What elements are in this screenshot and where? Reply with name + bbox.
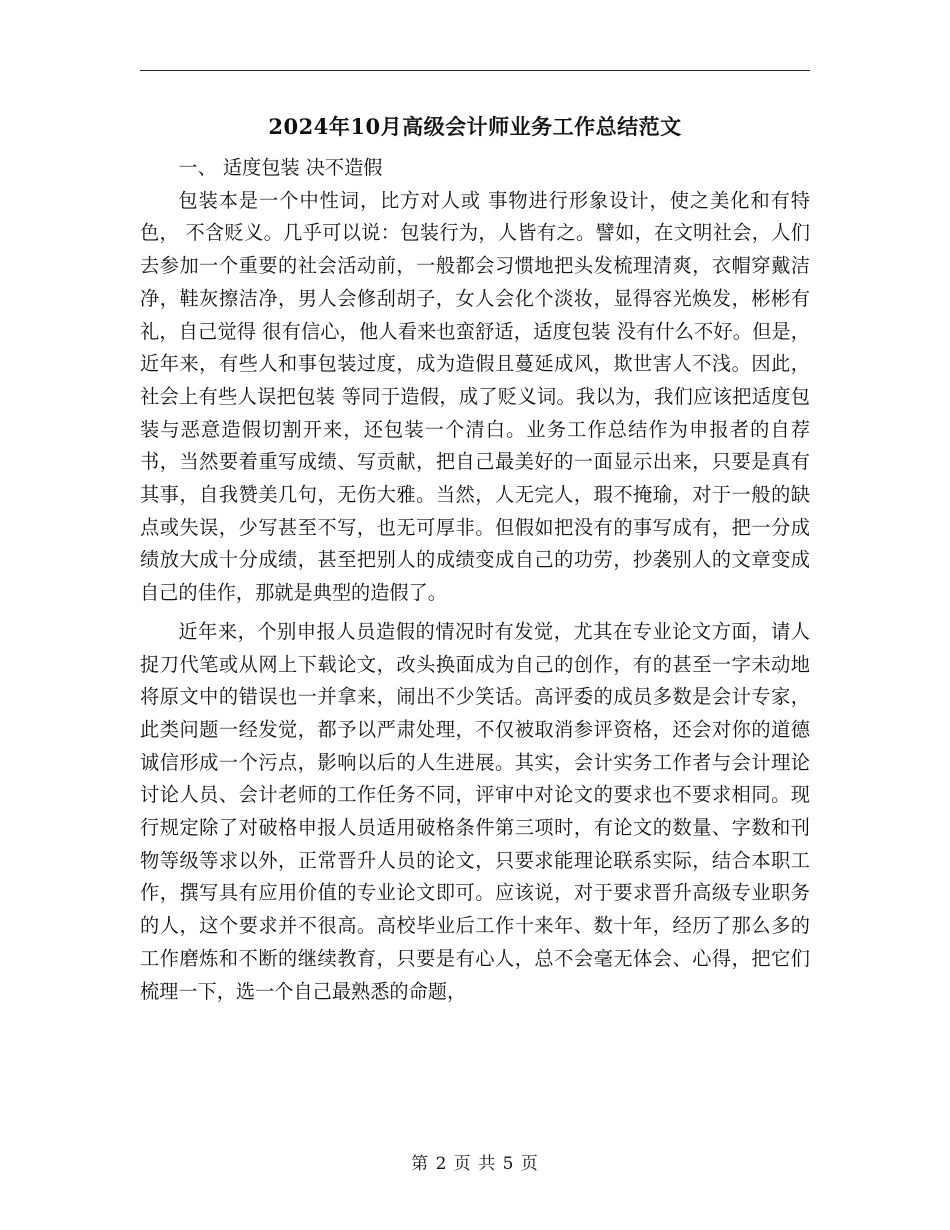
body-paragraph: 近年来，个别申报人员造假的情况时有发觉，尤其在专业论文方面，请人捉刀代笔或从网上下载论文，改头换面成为自己的创作，有的甚至一字未动地将原文中的错误也一并拿来，闹出不少笑话。高评委的成员多数是会计专家，此类问题一经发觉，都予以严肃处理，不仅被取消参评资格，还会对你的道德诚信形成一个污点，影响以后的人生进展。其实，会计实务工作者与会计理论讨论人员、会计老师的工作任务不同，评审中对论文的要求也不要求相同。现行规定除了对破格申报人员适用破格条件第三项时，有论文的数量、字数和刊物等级等求以外，正常晋升人员的论文，只要求能理论联系实际，结合本职工作，撰写具有应用价值的专业论文即可。应该说，对于要求晋升高级专业职务的人，这个要求并不很高。高校毕业后工作十来年、数十年，经历了那么多的工作磨炼和不断的继续教育，只要是有心人，总不会毫无体会、心得，把它们梳理一下，选一个自己最熟悉的命题， <box>140 619 810 1003</box>
header-rule <box>140 70 810 71</box>
body-paragraph: 包装本是一个中性词，比方对人或 事物进行形象设计，使之美化和有特色， 不含贬义。几乎可以说：包装行为，人皆有之。譬如，在文明社会，人们去参加一个重要的社会活动前，一般都会习惯地把头发梳理清爽，衣帽穿戴洁净，鞋灰擦洁净，男人会修刮胡子，女人会化个淡妆，显得容光焕发，彬彬有礼，自己觉得 很有信心，他人看来也蛮舒适，适度包装 没有什么不好。但是，近年来，有些人和事包装过度，成为造假且蔓延成风，欺世害人不浅。因此，社会上有些人误把包装 等同于造假，成了贬义词。我以为，我们应该把适度包装与恶意造假切割开来，还包装一个清白。业务工作总结作为申报者的自荐书，当然要着重写成绩、写贡献，把自己最美好的一面显示出来，只要是真有其事，自我赞美几句，无伤大雅。当然，人无完人，瑕不掩瑜，对于一般的缺点或失误，少写甚至不写，也无可厚非。但假如把没有的事写成有，把一分成绩放大成十分成绩，甚至把别人的成绩变成自己的功劳，抄袭别人的文章变成自己的佳作，那就是典型的造假了。 <box>140 188 810 605</box>
page-number: 第 2 页 共 5 页 <box>411 1154 539 1174</box>
document-body <box>140 152 810 1008</box>
document-title: 2024年10月高级会计师业务工作总结范文 <box>268 114 682 139</box>
section-heading: 一、 适度包装 决不造假 <box>178 156 383 179</box>
